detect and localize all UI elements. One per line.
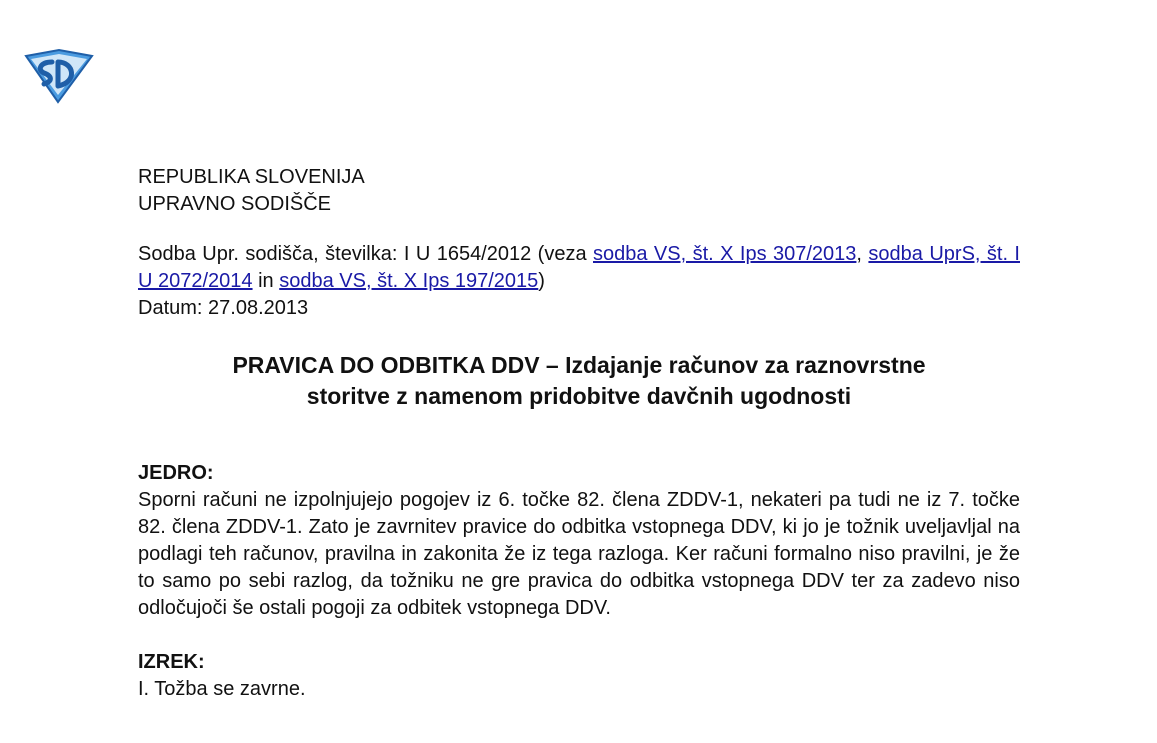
case-reference bbox=[138, 241, 1020, 322]
decision-date: Datum: 27.08.2013 bbox=[138, 297, 309, 319]
separator: in bbox=[252, 270, 280, 292]
court-emblem-icon bbox=[22, 48, 96, 104]
country-name: REPUBLIKA SLOVENIJA bbox=[138, 166, 365, 188]
izrek-heading: IZREK: bbox=[138, 651, 205, 673]
jedro-text: Sporni računi ne izpolnjujejo pogojev iz 6. točke 82. člena ZDDV-1, nekateri pa tudi ne iz 7. točke 82. člena ZDDV-1. Zato je zavrnitev pravice do odbitka vstopnega DDV, ki jo je tožnik uveljavljal na podlagi teh računov, pravilna in zakonita že iz tega razloga. Ker računi formalno niso pravilni, je že to samo po sebi razlog, da tožniku ne gre pravica do odbitka vstopnega DDV ter za zadevo niso odločujoči še ostali pogoji za odbitek vstopnega DDV. bbox=[138, 489, 1020, 619]
jedro-section bbox=[138, 460, 1020, 622]
jedro-heading: JEDRO: bbox=[138, 462, 214, 484]
title-line-2: storitve z namenom pridobitve davčnih ugodnosti bbox=[306, 383, 852, 409]
title-line-1: PRAVICA DO ODBITKA DDV – Izdajanje računov za raznovrstne bbox=[232, 352, 926, 378]
link-vs-197-2015[interactable]: sodba VS, št. X Ips 197/2015 bbox=[279, 270, 539, 292]
court-header bbox=[138, 164, 1020, 218]
izrek-section bbox=[138, 649, 1020, 703]
link-uprs-2072-2014[interactable]: sodba UprS, št. I U 2072/2014 bbox=[138, 243, 1020, 292]
separator: , bbox=[856, 243, 862, 265]
link-vs-307-2013[interactable]: sodba VS, št. X Ips 307/2013 bbox=[593, 243, 857, 265]
court-emblem-logo bbox=[22, 48, 96, 104]
izrek-item: I. Tožba se zavrne. bbox=[138, 678, 306, 700]
document-page bbox=[138, 164, 1020, 703]
document-title bbox=[138, 350, 1020, 412]
case-number: Sodba Upr. sodišča, številka: I U 1654/2012 (veza bbox=[138, 243, 593, 265]
closing-paren: ) bbox=[538, 270, 545, 292]
court-name: UPRAVNO SODIŠČE bbox=[138, 193, 331, 215]
